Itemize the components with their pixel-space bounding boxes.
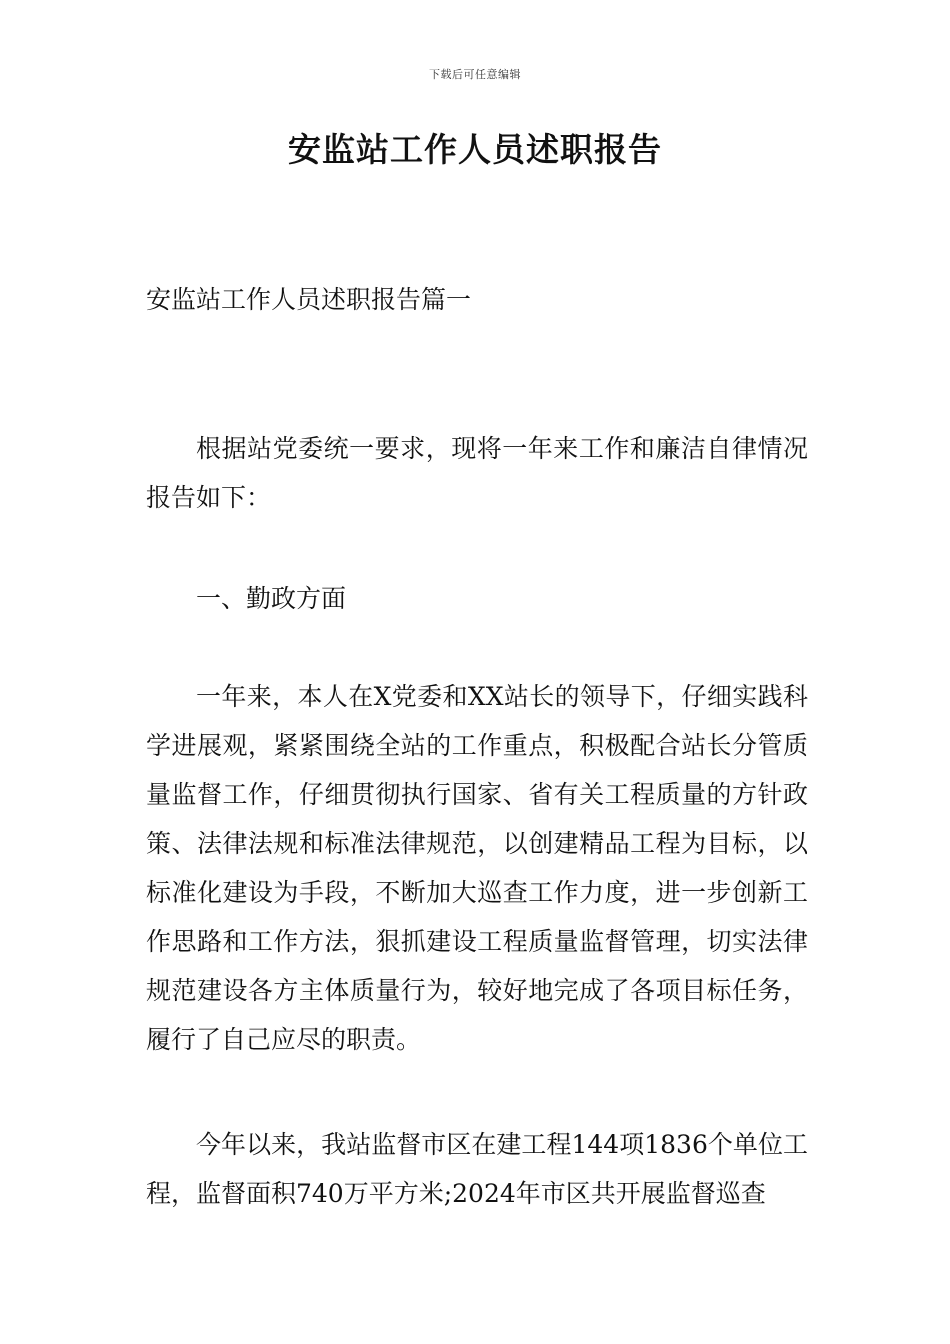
paragraph-statistics: 今年以来，我站监督市区在建工程144项1836个单位工程，监督面积740万平方米;2024年市区共开展监督巡查 bbox=[146, 1130, 808, 1208]
header-note: 下载后可任意编辑 bbox=[429, 68, 521, 81]
paragraph-work-summary: 一年来，本人在X党委和XX站长的领导下，仔细实践科学进展观，紧紧围绕全站的工作重点，积极配合站长分管质量监督工作，仔细贯彻执行国家、省有关工程质量的方针政策、法律法规和标准法律规范，以创建精品工程为目标，以标准化建设为手段，不断加大巡查工作力度，进一步创新工作思路和工作方法，狠抓建设工程质量监督管理，切实法律规范建设各方主体质量行为，较好地完成了各项目标任务，履行了自己应尽的职责。 bbox=[146, 682, 808, 1054]
section-heading: 安监站工作人员述职报告篇一 bbox=[146, 285, 472, 314]
paragraph-intro: 根据站党委统一要求，现将一年来工作和廉洁自律情况报告如下： bbox=[146, 434, 808, 512]
subheading-diligence: 一、勤政方面 bbox=[196, 584, 347, 613]
document-title: 安监站工作人员述职报告 bbox=[288, 130, 662, 169]
